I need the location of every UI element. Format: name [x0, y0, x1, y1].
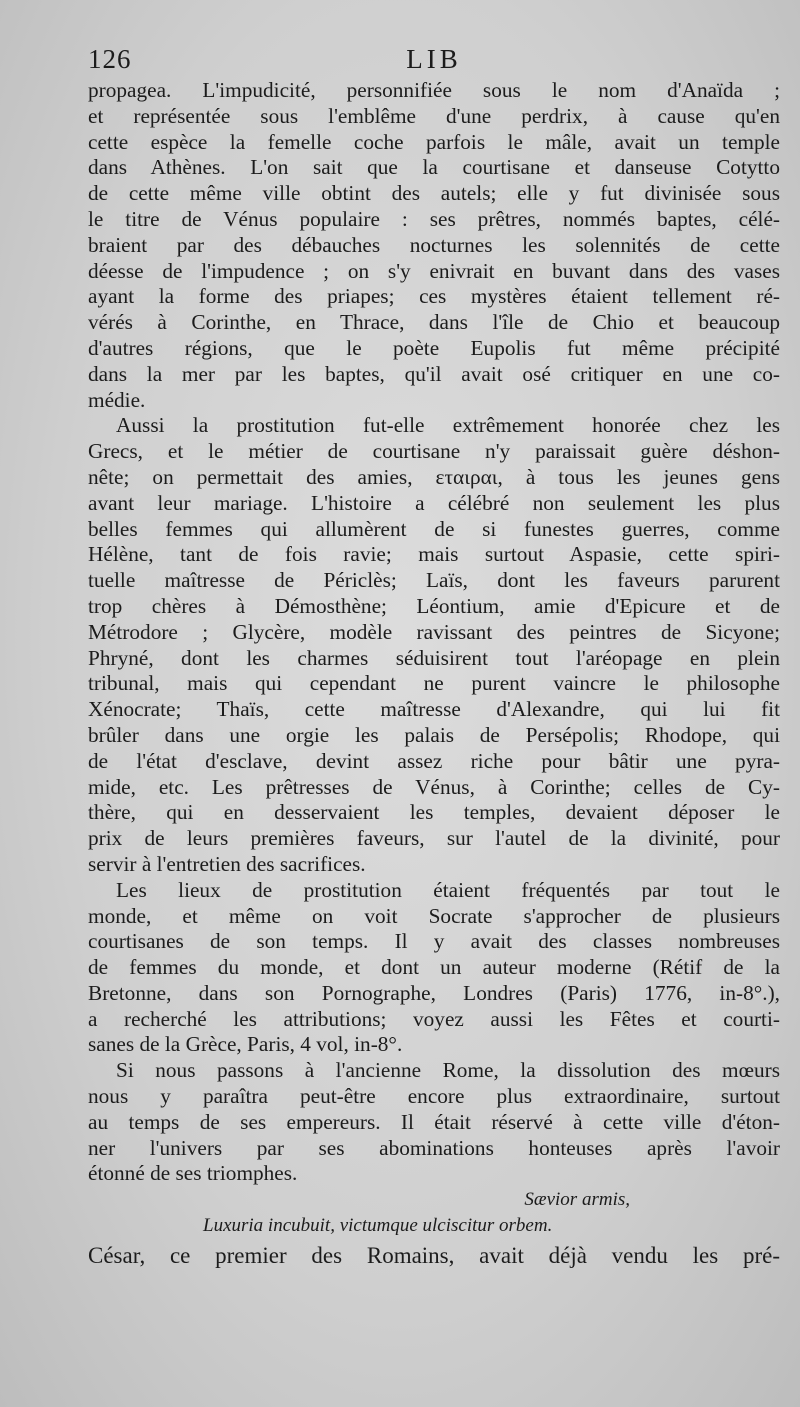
text-line: Phryné, dont les charmes séduisirent tout l'aréopage en plein	[88, 645, 780, 670]
body-text	[88, 78, 780, 1269]
text-line: propagea. L'impudicité, personnifiée sous le nom d'Anaïda ;	[88, 78, 780, 102]
text-line: déesse de l'impudence ; on s'y enivrait en buvant dans des vases	[88, 258, 780, 283]
paragraph-start-line: Aussi la prostitution fut-elle extrêmement honorée chez les	[116, 413, 780, 438]
text-line: Grecs, et le métier de courtisane n'y paraissait guère déshon-	[88, 439, 780, 464]
text-line: de l'état d'esclave, devint assez riche pour bâtir une pyra-	[88, 748, 780, 773]
text-line: trop chères à Démosthène; Léontium, amie d'Epicure et de	[88, 593, 780, 618]
text-line: ayant la forme des priapes; ces mystères étaient tellement ré-	[88, 284, 780, 309]
verse-quote-line: Sævior armis,	[524, 1189, 630, 1211]
text-line: sanes de la Grèce, Paris, 4 vol, in-8°.	[88, 1032, 403, 1057]
text-line: dans Athènes. L'on sait que la courtisane et danseuse Cotytto	[88, 155, 780, 180]
text-line: dans la mer par les baptes, qu'il avait osé critiquer en une co-	[88, 361, 780, 386]
text-line: vérés à Corinthe, en Thrace, dans l'île de Chio et beaucoup	[88, 310, 780, 335]
paragraph-start-line: Les lieux de prostitution étaient fréquentés par tout le	[116, 877, 780, 902]
text-line: médie.	[88, 387, 146, 412]
running-title: LIB	[406, 44, 462, 74]
text-line: brûler dans une orgie les palais de Persépolis; Rhodope, qui	[88, 722, 780, 747]
text-line: belles femmes qui allumèrent de si funestes guerres, comme	[88, 516, 780, 541]
text-line: monde, et même on voit Socrate s'approcher de plusieurs	[88, 903, 780, 928]
text-line: d'autres régions, que le poète Eupolis fut même précipité	[88, 335, 780, 360]
text-line: Hélène, tant de fois ravie; mais surtout Aspasie, cette spiri-	[88, 542, 780, 567]
text-line: thère, qui en desservaient les temples, devaient déposer le	[88, 800, 780, 825]
text-line: tuelle maîtresse de Périclès; Laïs, dont les faveurs parurent	[88, 568, 780, 593]
text-line: cette espèce la femelle coche parfois le mâle, avait un temple	[88, 129, 780, 154]
text-line: Xénocrate; Thaïs, cette maîtresse d'Alexandre, qui lui fit	[88, 697, 780, 722]
text-line: mide, etc. Les prêtresses de Vénus, à Corinthe; celles de Cy-	[88, 774, 780, 799]
text-line: servir à l'entretien des sacrifices.	[88, 851, 366, 876]
text-line: Bretonne, dans son Pornographe, Londres (Paris) 1776, in-8°.),	[88, 980, 780, 1005]
text-line: a recherché les attributions; voyez aussi les Fêtes et courti-	[88, 1006, 780, 1031]
text-line: nous y paraîtra peut-être encore plus extraordinaire, surtout	[88, 1084, 780, 1109]
text-line: avant leur mariage. L'histoire a célébré non seulement les plus	[88, 490, 780, 515]
text-line: ner l'univers par ses abominations honteuses après l'avoir	[88, 1135, 780, 1160]
text-line: Métrodore ; Glycère, modèle ravissant des peintres de Sicyone;	[88, 619, 780, 644]
running-head	[88, 44, 780, 80]
page-number: 126	[88, 44, 132, 74]
text-line: nête; on permettait des amies, εταιραι, à tous les jeunes gens	[88, 464, 780, 489]
text-line: braient par des débauches nocturnes les solennités de cette	[88, 232, 780, 257]
text-line: courtisanes de son temps. Il y avait des classes nombreuses	[88, 929, 780, 954]
text-line: de femmes du monde, et dont un auteur moderne (Rétif de la	[88, 955, 780, 980]
verse-quote-line: Luxuria incubuit, victumque ulciscitur orbem.	[203, 1215, 553, 1237]
paragraph-start-line: Si nous passons à l'ancienne Rome, la dissolution des mœurs	[116, 1058, 780, 1083]
text-line: au temps de ses empereurs. Il était réservé à cette ville d'éton-	[88, 1109, 780, 1134]
text-line: étonné de ses triomphes.	[88, 1161, 298, 1186]
text-line: prix de leurs premières faveurs, sur l'autel de la divinité, pour	[88, 826, 780, 851]
text-line: le titre de Vénus populaire : ses prêtres, nommés baptes, célé-	[88, 206, 780, 231]
catchword-line: César, ce premier des Romains, avait déjà vendu les pré-	[88, 1242, 780, 1268]
text-line: de cette même ville obtint des autels; elle y fut divinisée sous	[88, 181, 780, 206]
text-line: tribunal, mais qui cependant ne purent vaincre le philosophe	[88, 671, 780, 696]
text-line: et représentée sous l'emblême d'une perdrix, à cause qu'en	[88, 103, 780, 128]
